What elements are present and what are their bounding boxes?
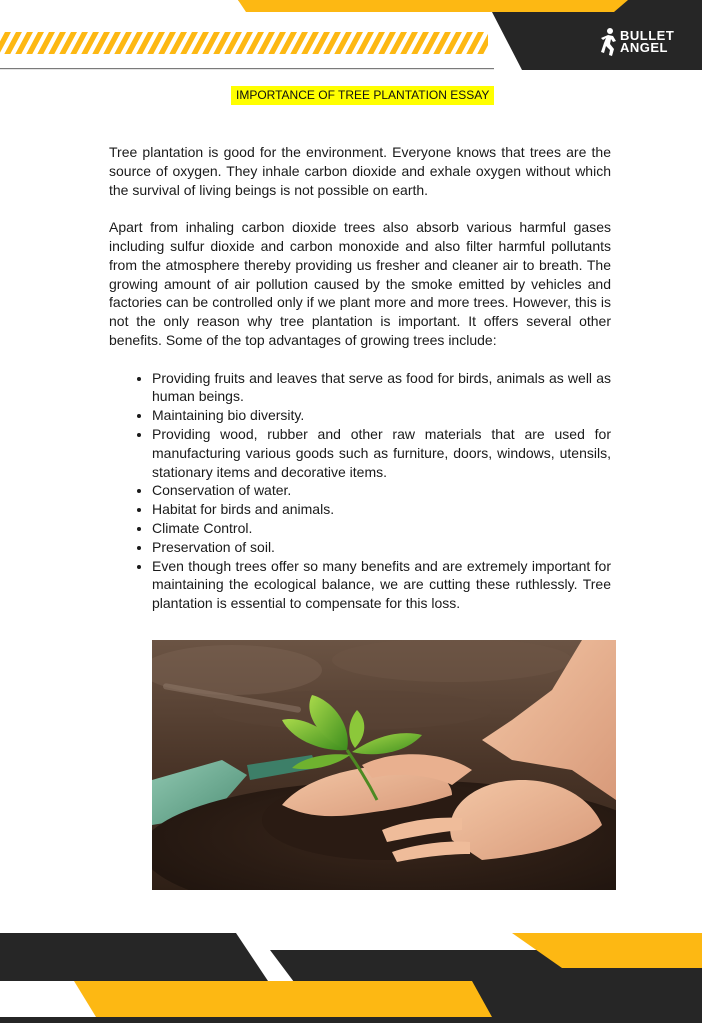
brand-line-2: ANGEL	[620, 40, 668, 55]
benefits-list	[109, 369, 611, 613]
list-item: • Conservation of water.	[152, 481, 611, 500]
brand-line-1: BULLET	[620, 28, 675, 43]
header-decoration	[0, 0, 702, 80]
list-item: • Even though trees offer so many benefits and are extremely important for maintaining the ecological balance, we are cutting these ruthlessly. Tree plantation is essential to compensate for this loss.	[152, 557, 611, 613]
essay-body	[109, 143, 611, 613]
brand-logo	[598, 25, 686, 59]
list-item: • Climate Control.	[152, 519, 611, 538]
list-item: • Providing wood, rubber and other raw materials that are used for manufacturing various goods such as furniture, doors, windows, utensils, stationary items and decorative items.	[152, 425, 611, 481]
brand-name	[620, 30, 674, 54]
paragraph-intro: Tree plantation is good for the environment. Everyone knows that trees are the source of oxygen. They inhale carbon dioxide and exhale oxygen without which the survival of living beings is not possible on earth.	[109, 144, 611, 198]
list-item: • Preservation of soil.	[152, 538, 611, 557]
list-item: • Habitat for birds and animals.	[152, 500, 611, 519]
list-item: • Maintaining bio diversity.	[152, 406, 611, 425]
list-item: • Providing fruits and leaves that serve as food for birds, animals as well as human beings.	[152, 369, 611, 407]
runner-icon	[598, 27, 620, 57]
seedling-photo	[152, 640, 616, 890]
paragraph-benefits-intro: Apart from inhaling carbon dioxide trees also absorb various harmful gases including sulfur dioxide and carbon monoxide and also filter harmful pollutants from the atmosphere thereby providing us fresher and cleaner air to breath. The growing amount of air pollution caused by the smoke emitted by vehicles and factories can be controlled only if we plant more and more trees. However, this is not the only reason why tree plantation is important. It offers several other benefits. Some of the top advantages of growing trees include:	[109, 219, 611, 348]
essay-title: IMPORTANCE OF TREE PLANTATION ESSAY	[231, 86, 494, 105]
